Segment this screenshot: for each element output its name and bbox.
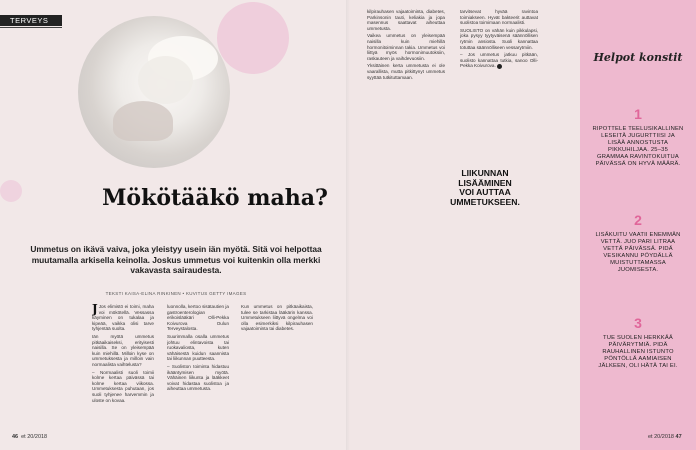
- left-column-3: [241, 304, 313, 426]
- tip-number: 2: [634, 212, 642, 228]
- article-headline: Mökötääkö maha?: [102, 185, 328, 211]
- paragraph: Vaikea ummetus on yleisempää naisilla kuin miehillä hormonitoiminnan takia. Ummetus voi liittyä myös hormonimuutoksiin, raskauteen ja vaihdevuosiin.: [367, 33, 445, 61]
- paragraph: – Jos ummetus jatkuu pitkään, suolisto kannattaa tutkia, sanoo Olli-Pekka Koivurova.: [460, 52, 538, 69]
- decorative-pink-circle: [217, 2, 289, 74]
- end-mark-icon: [497, 64, 502, 69]
- pull-quote: LIIKUNNAN LISÄÄMINEN VOI AUTTAA UMMETUKSEEN.: [450, 168, 520, 207]
- paragraph: SUOLISTO on vähän kuin pikkulapsi, joka pysyy tyytyväisenä säännöllisen rytmin ansiosta. Suoli kannattaa totuttaa säännölliseen vessarytmiin.: [460, 27, 538, 50]
- page-gutter: [346, 0, 350, 450]
- tips-sidebar: [580, 0, 696, 450]
- paragraph: Iän myötä ummetus pitkäaikaiseksi, erityisesti naisilla. Se on yleisempää kuin miehillä. Milloin kyse on ummetuksesta ja milloin vain normaalista vaihtelusta?: [92, 333, 154, 367]
- paragraph: Kun ummetus on pitkäaikaista, tulee se tarkistaa lääkärin kanssa. Ummetukseen liittyvä ongelma voi olla esimerkiksi kilpirauhasen vajaatoiminta tai diabetes.: [241, 304, 313, 332]
- right-column-1: [367, 9, 445, 419]
- tip-text: TUE SUOLEN HERKKÄÄ PÄIVÄRYTMIÄ. PIDÄ RAUHALLINEN ISTUNTO PÖNTÖLLÄ AAMIAISEN JÄLKEEN, OLI HÄTÄ TAI EI.: [598, 335, 678, 369]
- article-lead: Ummetus on ikävä vaiva, joka yleistyy usein iän myötä. Sitä voi helpottaa muutamalla arkisella keinolla. Joskus ummetus voi kuitenkin olla merkki vakavasta sairaudesta.: [30, 244, 322, 275]
- tip-number: 1: [634, 106, 642, 122]
- hero-photo: [78, 16, 230, 168]
- photo-hand-shape: [113, 101, 173, 141]
- left-column-1: [92, 304, 154, 426]
- paragraph: luonnolla, kertoo sisätautien ja gastroenterologian erikoislääkäri Olli-Pekka Koivurova Oulun Terveystalosta.: [167, 304, 229, 332]
- right-column-2: [460, 9, 538, 419]
- paragraph: – Normaalisti suoli toimii kolme kertaa päivässä tai kolme kertaa viikossa. Ummetuksesta puhutaan, jos suoli tyhjenee harvemmin ja uloste on kovaa.: [92, 369, 154, 403]
- paragraph: – Suoliston toiminta hidastuu ikääntymisen myötä. Vähäinen liikunta ja lääkkeet voivat hidastaa suolistoa ja aiheuttaa ummetusta.: [167, 363, 229, 392]
- page-number: 46: [12, 434, 19, 440]
- photo-face-shape: [138, 56, 193, 104]
- tip-text: LISÄKUITU VAATII ENEMMÄN VETTÄ. JUO PARI LITRAA VETTÄ PÄIVÄSSÄ. PIDÄ VESIKANNU PÖYDÄLLÄ MUISTUTTAMASSA JUOMISESTA.: [595, 232, 681, 273]
- page-number: 47: [675, 434, 682, 440]
- issue-label: et 20/2018: [648, 434, 674, 440]
- paragraph: Yksittäinen kerta ummetusta ei ole vaarallista, mutta pitkittynyt ummetus syyttää tutkituttamaan.: [367, 63, 445, 80]
- paragraph: J Jos elimistö ei toimi, maha voi mökötellä. Vessassa käyminen on tukalaa ja kipeää, vaikka olisi tarve tyhjentää suolta.: [92, 304, 154, 332]
- article-credits: TEKSTI KAISA-ELINA RINKINEN • KUVITUS GETTY IMAGES: [105, 291, 247, 296]
- folio-right: [648, 434, 685, 440]
- decorative-small-circle: [0, 180, 22, 202]
- paragraph: Suurimmalla osalla ummetus johtuu elintavoista tai ruokavaliosta, kuten vähäisestä kuidun saannista tai liikunnan puutteesta.: [167, 333, 229, 362]
- tip-number: 3: [634, 315, 642, 331]
- tip-text: RIPOTTELE TEELUSIKALLINEN LESEITÄ JUGURTTIISI JA LISÄÄ ANNOSTUSTA PIKKUHILJAA. 25–35 GRAMMAA RAVINTOKUITUA PÄIVÄSSÄ ON HYVÄ MÄÄRÄ.: [592, 126, 684, 167]
- dropcap: J: [92, 304, 98, 316]
- tips-heading: Helpot konstit: [593, 51, 683, 64]
- section-rule: [0, 27, 62, 28]
- paragraph: tarvitsevat hyvää ravintoa toimiakseen. Hyvät bakteerit auttavat suolistoa toimimaan normaalisti.: [460, 9, 538, 26]
- paragraph: kilpirauhasen vajaatoiminta, diabetes, Parkinsonin tauti, keliakia ja jopa masennus saattavat aiheuttaa ummetusta.: [367, 9, 445, 31]
- left-column-2: [167, 304, 229, 426]
- section-tag: TERVEYS: [0, 15, 62, 26]
- issue-label: et 20/2018: [21, 434, 48, 440]
- folio-left: [12, 434, 47, 440]
